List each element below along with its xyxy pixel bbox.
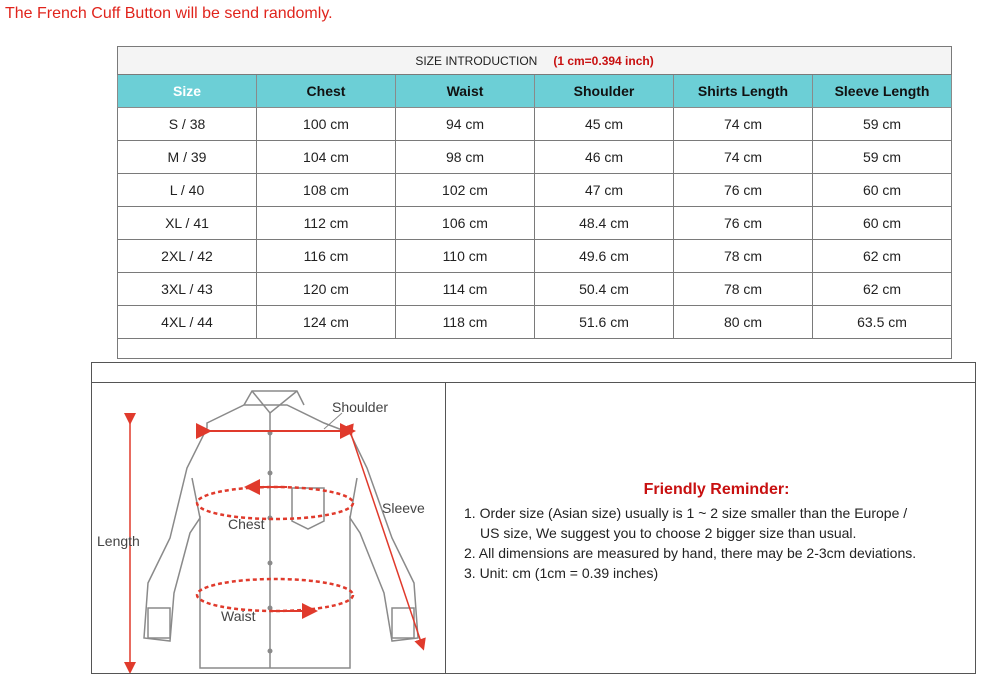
cell-shirts-length: 76 cm (674, 207, 813, 240)
chest-measure-ellipse (197, 487, 353, 519)
label-length: Length (97, 533, 140, 549)
cell-waist: 114 cm (396, 273, 535, 306)
cell-sleeve-length: 62 cm (813, 273, 952, 306)
col-header-waist: Waist (396, 75, 535, 108)
cell-shirts-length: 78 cm (674, 240, 813, 273)
sleeve-measure-line (350, 431, 422, 645)
waist-measure-ellipse (197, 579, 353, 611)
cell-sleeve-length: 59 cm (813, 141, 952, 174)
cell-chest: 104 cm (257, 141, 396, 174)
cell-size: 2XL / 42 (118, 240, 257, 273)
table-row (118, 141, 952, 174)
reminder-title: Friendly Reminder: (643, 481, 790, 498)
cell-chest: 116 cm (257, 240, 396, 273)
cell-size: M / 39 (118, 141, 257, 174)
cell-shoulder: 45 cm (535, 108, 674, 141)
table-row (118, 273, 952, 306)
cell-chest: 120 cm (257, 273, 396, 306)
size-introduction-header (118, 47, 952, 75)
cell-shirts-length: 78 cm (674, 273, 813, 306)
shirt-illustration (92, 383, 445, 673)
cell-shirts-length: 74 cm (674, 108, 813, 141)
table-footer-spacer (118, 339, 952, 359)
label-shoulder: Shoulder (332, 399, 389, 415)
panel-divider (445, 383, 446, 673)
cell-size: 4XL / 44 (118, 306, 257, 339)
cell-chest: 124 cm (257, 306, 396, 339)
label-sleeve: Sleeve (382, 500, 425, 516)
cell-waist: 118 cm (396, 306, 535, 339)
cell-sleeve-length: 62 cm (813, 240, 952, 273)
cuff-button-notice: The French Cuff Button will be send randomly. (5, 5, 333, 22)
reminder-item-3: 3. Unit: cm (1cm = 0.39 inches) (464, 565, 659, 581)
cell-shoulder: 51.6 cm (535, 306, 674, 339)
cell-shoulder: 47 cm (535, 174, 674, 207)
cell-waist: 102 cm (396, 174, 535, 207)
cell-shirts-length: 74 cm (674, 141, 813, 174)
table-row (118, 174, 952, 207)
panel-top-bar (92, 363, 975, 383)
cell-waist: 110 cm (396, 240, 535, 273)
cell-sleeve-length: 60 cm (813, 207, 952, 240)
cell-size: XL / 41 (118, 207, 257, 240)
cell-size: L / 40 (118, 174, 257, 207)
cell-sleeve-length: 60 cm (813, 174, 952, 207)
col-header-size: Size (118, 75, 257, 108)
cell-shoulder: 48.4 cm (535, 207, 674, 240)
cell-waist: 98 cm (396, 141, 535, 174)
reminder-item-1-line-1: 1. Order size (Asian size) usually is 1 ~ 2 size smaller than the Europe / (464, 505, 908, 521)
cell-shirts-length: 76 cm (674, 174, 813, 207)
size-introduction-title: SIZE INTRODUCTION (415, 53, 538, 68)
reminder-item-2: 2. All dimensions are measured by hand, there may be 2-3cm deviations. (464, 545, 917, 561)
shirt-measurement-diagram (92, 383, 445, 673)
cell-sleeve-length: 63.5 cm (813, 306, 952, 339)
table-row (118, 240, 952, 273)
cell-shoulder: 49.6 cm (535, 240, 674, 273)
label-waist: Waist (221, 608, 256, 624)
cell-shoulder: 46 cm (535, 141, 674, 174)
table-row (118, 207, 952, 240)
label-chest: Chest (228, 516, 265, 532)
friendly-reminder (464, 481, 969, 583)
shirt-outline (144, 391, 418, 668)
column-header-row (118, 75, 952, 108)
cell-chest: 112 cm (257, 207, 396, 240)
cell-chest: 100 cm (257, 108, 396, 141)
cell-chest: 108 cm (257, 174, 396, 207)
unit-conversion-note: (1 cm=0.394 inch) (553, 53, 654, 68)
cell-shirts-length: 80 cm (674, 306, 813, 339)
table-row (118, 108, 952, 141)
col-header-chest: Chest (257, 75, 396, 108)
cell-size: 3XL / 43 (118, 273, 257, 306)
reminder-item-1-line-2: US size, We suggest you to choose 2 bigger size than usual. (480, 525, 857, 541)
col-header-sleeve-length: Sleeve Length (813, 75, 952, 108)
cell-shoulder: 50.4 cm (535, 273, 674, 306)
size-chart-table (117, 46, 952, 359)
cell-sleeve-length: 59 cm (813, 108, 952, 141)
cell-waist: 94 cm (396, 108, 535, 141)
table-row (118, 306, 952, 339)
cell-size: S / 38 (118, 108, 257, 141)
cell-waist: 106 cm (396, 207, 535, 240)
col-header-shirts-length: Shirts Length (674, 75, 813, 108)
col-header-shoulder: Shoulder (535, 75, 674, 108)
measurement-panel (91, 362, 976, 674)
